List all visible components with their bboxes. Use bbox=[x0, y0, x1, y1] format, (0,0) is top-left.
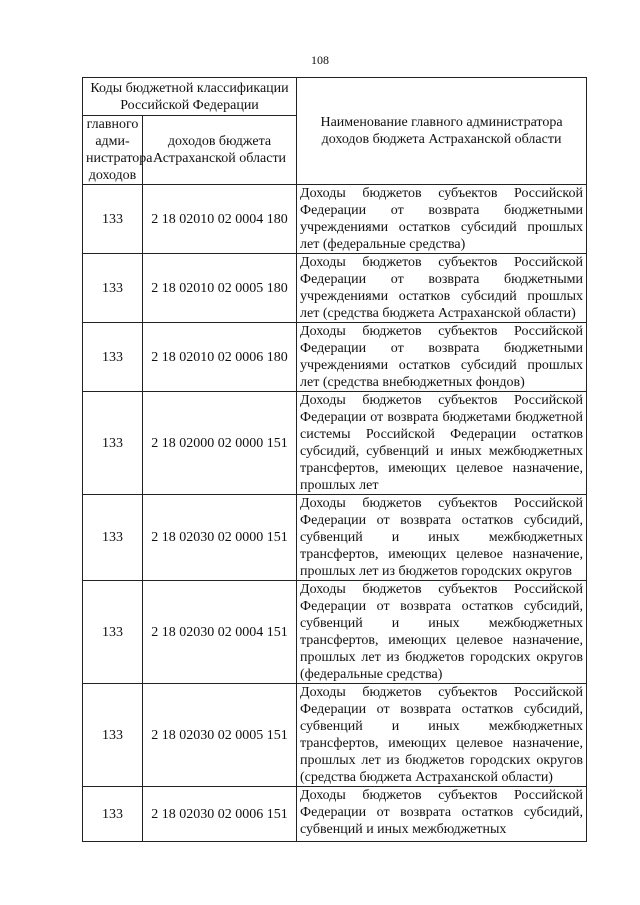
description-cell: Доходы бюджетов субъектов Российской Федерации от возврата бюджетными учреждениями остатков субсидий прошлых лет (средства бюджета Астраханской области) bbox=[297, 254, 587, 323]
header-admin-code: главного адми-нистратора доходов bbox=[83, 116, 143, 185]
description-cell: Доходы бюджетов субъектов Российской Федерации от возврата бюджетами бюджетной системы Российской Федерации остатков субсидий, субвенций и иных межбюджетных трансфертов, имеющих целевое назначение, прошлых лет bbox=[297, 392, 587, 495]
table-row bbox=[83, 254, 587, 323]
page-number: 108 bbox=[311, 53, 329, 67]
table-row bbox=[83, 392, 587, 495]
description-cell: Доходы бюджетов субъектов Российской Федерации от возврата остатков субсидий, субвенций и иных межбюджетных трансфертов, имеющих целевое назначение, прошлых лет из бюджетов городских округов (средства бюджета Астраханской области) bbox=[297, 684, 587, 787]
description-cell: Доходы бюджетов субъектов Российской Федерации от возврата бюджетными учреждениями остатков субсидий прошлых лет (средства внебюджетных фондов) bbox=[297, 323, 587, 392]
header-admin-name: Наименование главного администратора доходов бюджета Астраханской области bbox=[297, 78, 587, 185]
admin-code-cell: 133 bbox=[83, 787, 143, 842]
budget-classification-table bbox=[82, 77, 587, 842]
description-cell: Доходы бюджетов субъектов Российской Федерации от возврата остатков субсидий, субвенций и иных межбюджетных трансфертов, имеющих целевое назначение, прошлых лет из бюджетов городских округов bbox=[297, 495, 587, 581]
admin-code-cell: 133 bbox=[83, 581, 143, 684]
admin-code-cell: 133 bbox=[83, 392, 143, 495]
header-codes-group: Коды бюджетной классификации Российской Федерации bbox=[83, 78, 297, 116]
admin-code-cell: 133 bbox=[83, 185, 143, 254]
table-row bbox=[83, 323, 587, 392]
description-cell: Доходы бюджетов субъектов Российской Федерации от возврата остатков субсидий, субвенций и иных межбюджетных bbox=[297, 787, 587, 842]
description-cell: Доходы бюджетов субъектов Российской Федерации от возврата остатков субсидий, субвенций и иных межбюджетных трансфертов, имеющих целевое назначение, прошлых лет из бюджетов городских округов (федеральные средства) bbox=[297, 581, 587, 684]
income-code-cell: 2 18 02030 02 0004 151 bbox=[143, 581, 297, 684]
income-code-cell: 2 18 02030 02 0000 151 bbox=[143, 495, 297, 581]
header-income-code: доходов бюджета Астраханской области bbox=[143, 116, 297, 185]
income-code-cell: 2 18 02030 02 0006 151 bbox=[143, 787, 297, 842]
admin-code-cell: 133 bbox=[83, 684, 143, 787]
income-code-cell: 2 18 02010 02 0006 180 bbox=[143, 323, 297, 392]
table-row bbox=[83, 684, 587, 787]
income-code-cell: 2 18 02010 02 0004 180 bbox=[143, 185, 297, 254]
income-code-cell: 2 18 02030 02 0005 151 bbox=[143, 684, 297, 787]
table-row bbox=[83, 581, 587, 684]
income-code-cell: 2 18 02000 02 0000 151 bbox=[143, 392, 297, 495]
table-row bbox=[83, 495, 587, 581]
admin-code-cell: 133 bbox=[83, 495, 143, 581]
admin-code-cell: 133 bbox=[83, 254, 143, 323]
table-row bbox=[83, 185, 587, 254]
table-row bbox=[83, 787, 587, 842]
income-code-cell: 2 18 02010 02 0005 180 bbox=[143, 254, 297, 323]
description-cell: Доходы бюджетов субъектов Российской Федерации от возврата бюджетными учреждениями остатков субсидий прошлых лет (федеральные средства) bbox=[297, 185, 587, 254]
admin-code-cell: 133 bbox=[83, 323, 143, 392]
